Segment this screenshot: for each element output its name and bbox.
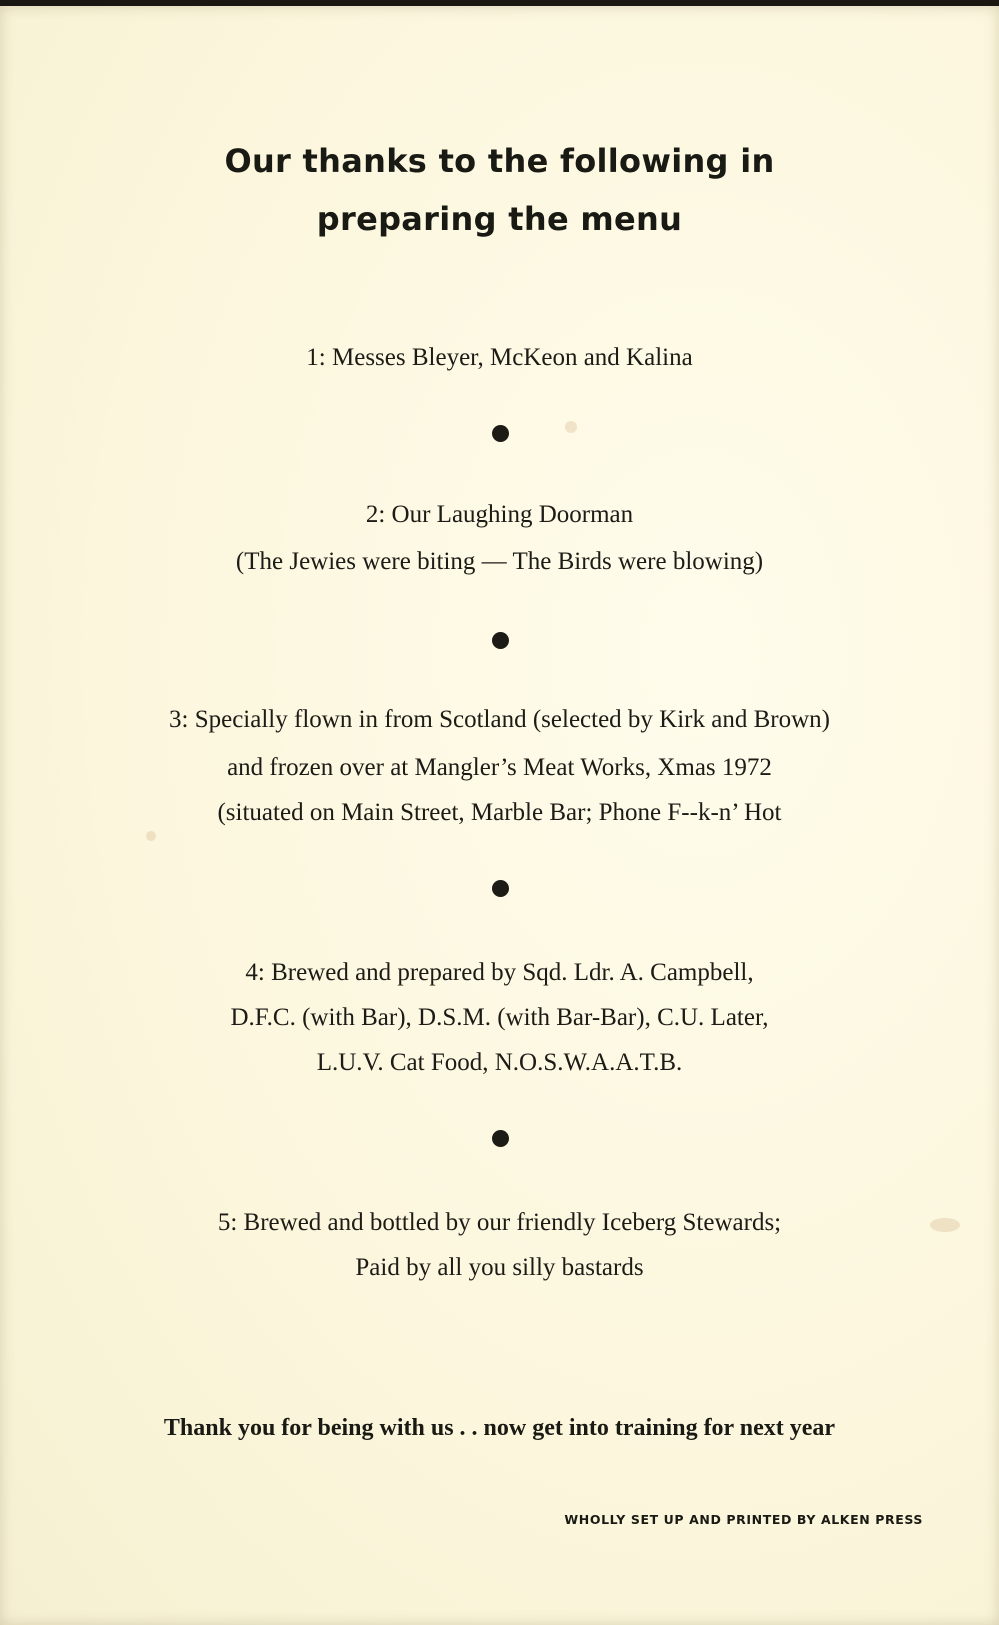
printer-imprint: WHOLLY SET UP AND PRINTED BY ALKEN PRESS bbox=[564, 1512, 923, 1527]
credit-1-line-1: 1: Messes Bleyer, McKeon and Kalina bbox=[306, 344, 693, 371]
heading-line-1: Our thanks to the following in bbox=[224, 142, 775, 180]
credit-5-line-2: Paid by all you silly bastards bbox=[355, 1254, 644, 1281]
bullet-separator bbox=[492, 632, 509, 649]
bullet-separator bbox=[492, 1130, 509, 1147]
credit-4-line-2: D.F.C. (with Bar), D.S.M. (with Bar-Bar), C.U. Later, bbox=[230, 1004, 769, 1031]
credit-2-line-2: (The Jewies were biting — The Birds were blowing) bbox=[235, 548, 764, 575]
credit-2-line-1: 2: Our Laughing Doorman bbox=[365, 501, 634, 528]
credit-4-line-3: L.U.V. Cat Food, N.O.S.W.A.A.T.B. bbox=[316, 1049, 683, 1076]
paper-stain bbox=[565, 421, 577, 433]
menu-card bbox=[0, 6, 999, 1625]
credit-4-line-1: 4: Brewed and prepared by Sqd. Ldr. A. Campbell, bbox=[245, 959, 754, 986]
credit-3-line-3: (situated on Main Street, Marble Bar; Phone F--k-n’ Hot bbox=[217, 799, 782, 826]
heading-line-2: preparing the menu bbox=[316, 200, 683, 238]
credit-3-line-2: and frozen over at Mangler’s Meat Works, Xmas 1972 bbox=[227, 754, 772, 781]
bullet-separator bbox=[492, 425, 509, 442]
closing-message: Thank you for being with us . . now get into training for next year bbox=[163, 1415, 836, 1441]
paper-stain bbox=[146, 831, 156, 841]
credit-5-line-1: 5: Brewed and bottled by our friendly Iceberg Stewards; bbox=[217, 1209, 782, 1236]
bullet-separator bbox=[492, 880, 509, 897]
credit-3-line-1: 3: Specially flown in from Scotland (selected by Kirk and Brown) bbox=[169, 706, 830, 733]
